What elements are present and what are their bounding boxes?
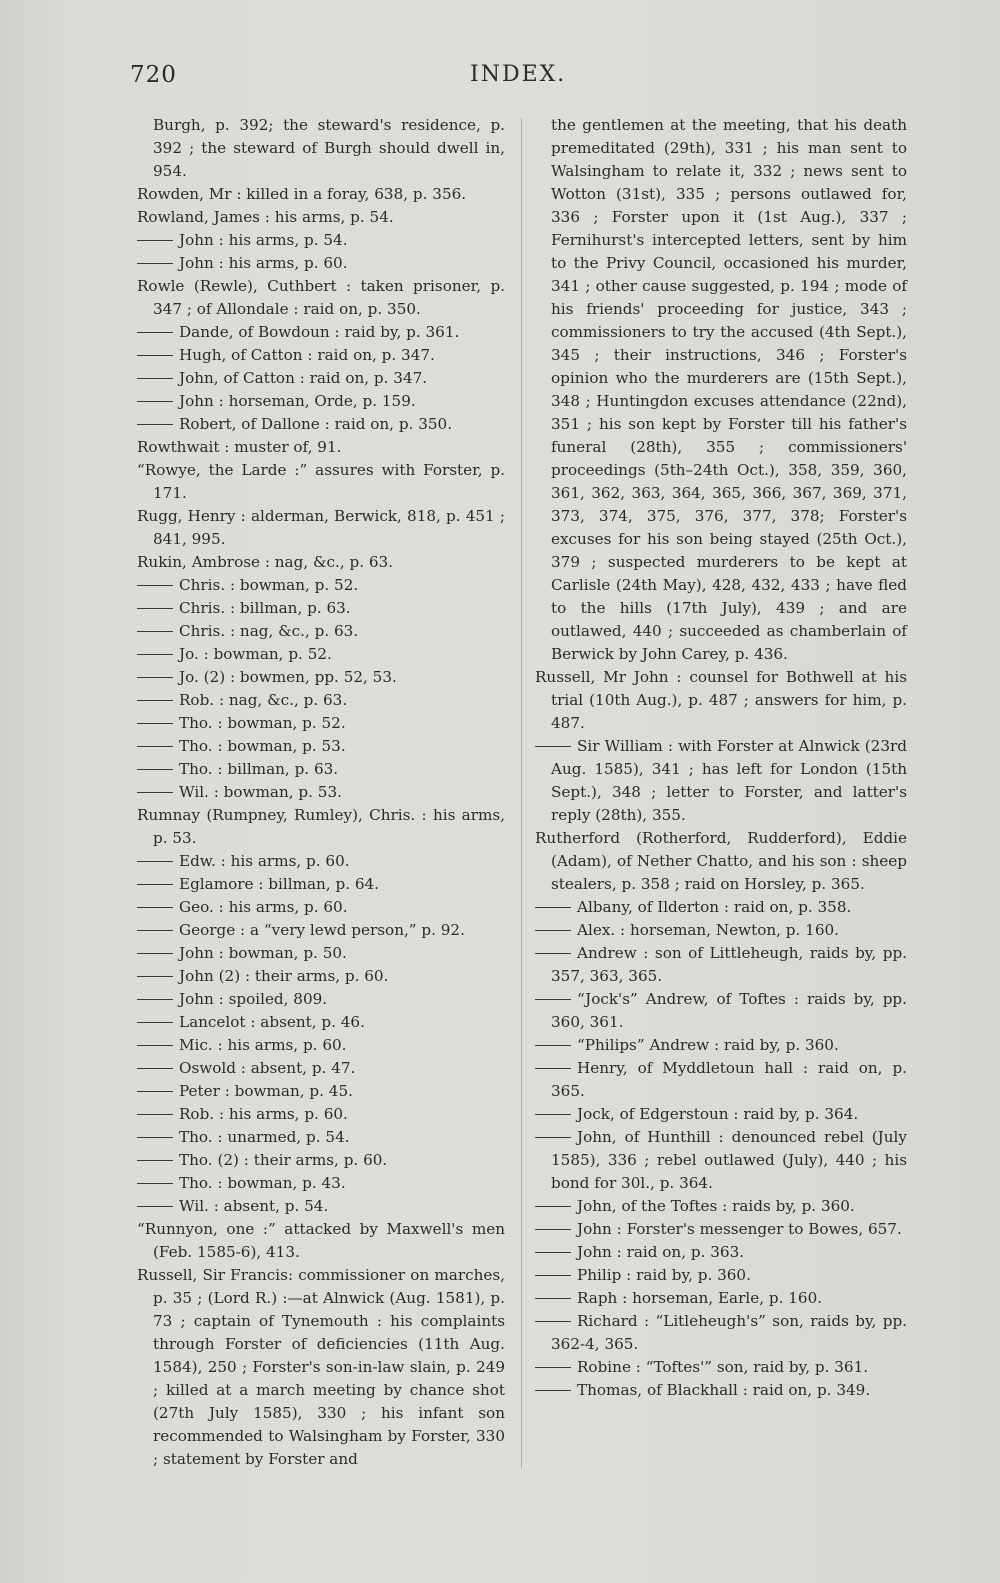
- index-subentry: [137, 735, 505, 758]
- entry-text: John, of Catton : raid on, p. 347.: [179, 369, 428, 387]
- repeat-dash: [137, 976, 173, 977]
- repeat-dash: [137, 907, 173, 908]
- repeat-dash: [137, 769, 173, 770]
- repeat-dash: [137, 263, 173, 264]
- entry-text: “Rowye, the Larde :” assures with Forster, p. 171.: [137, 461, 505, 502]
- index-subentry: [137, 1126, 505, 1149]
- index-subentry: [137, 689, 505, 712]
- entry-text: “Philips” Andrew : raid by, p. 360.: [577, 1036, 839, 1054]
- index-subentry: [535, 1103, 907, 1126]
- index-subentry: [137, 873, 505, 896]
- repeat-dash: [137, 999, 173, 1000]
- index-subentry: [535, 919, 907, 942]
- entry-text: Jock, of Edgerstoun : raid by, p. 364.: [577, 1105, 859, 1123]
- index-subentry: [137, 666, 505, 689]
- column-divider: [521, 118, 522, 1468]
- entry-text: John : raid on, p. 363.: [577, 1243, 745, 1261]
- repeat-dash: [535, 999, 571, 1000]
- index-subentry: [137, 597, 505, 620]
- index-entry: [137, 114, 505, 183]
- entry-text: Robert, of Dallone : raid on, p. 350.: [179, 415, 453, 433]
- repeat-dash: [137, 401, 173, 402]
- entry-text: John : spoiled, 809.: [179, 990, 328, 1008]
- index-subentry: [137, 1195, 505, 1218]
- entry-text: John : his arms, p. 54.: [179, 231, 348, 249]
- entry-text: Henry, of Myddletoun hall : raid on, p. 365.: [551, 1059, 907, 1100]
- entry-text: Rowden, Mr : killed in a foray, 638, p. 356.: [137, 185, 467, 203]
- index-subentry: [535, 896, 907, 919]
- index-subentry: [137, 1057, 505, 1080]
- repeat-dash: [535, 1114, 571, 1115]
- index-subentry: [137, 942, 505, 965]
- index-subentry: [535, 988, 907, 1034]
- repeat-dash: [137, 1160, 173, 1161]
- index-subentry: [535, 1264, 907, 1287]
- entry-text: Russell, Sir Francis: commissioner on marches, p. 35 ; (Lord R.) :—at Alnwick (Aug. 1581), p. 73 ; captain of Tynemouth : his complaints through Forster of deficiencies (11th Aug. 1584), 250 ; Forster's son-in-law slain, p. 249 ; killed at a march meeting by chance shot (27th July 1585), 330 ; his infant son recommended to Walsingham by Forster, 330 ; statement by Forster and: [137, 1266, 505, 1468]
- entry-text: Tho. (2) : their arms, p. 60.: [179, 1151, 388, 1169]
- entry-text: Robine : “Toftes'” son, raid by, p. 361.: [577, 1358, 869, 1376]
- entry-text: Raph : horseman, Earle, p. 160.: [577, 1289, 823, 1307]
- index-subentry: [137, 1149, 505, 1172]
- entry-text: Mic. : his arms, p. 60.: [179, 1036, 347, 1054]
- index-entry: [137, 183, 505, 206]
- repeat-dash: [535, 1275, 571, 1276]
- repeat-dash: [137, 792, 173, 793]
- repeat-dash: [137, 1183, 173, 1184]
- index-entry: [535, 114, 907, 666]
- index-subentry: [535, 1218, 907, 1241]
- index-subentry: [137, 758, 505, 781]
- repeat-dash: [137, 1045, 173, 1046]
- entry-text: Geo. : his arms, p. 60.: [179, 898, 348, 916]
- left-column: [137, 114, 505, 1471]
- repeat-dash: [535, 1252, 571, 1253]
- entry-text: “Runnyon, one :” attacked by Maxwell's men (Feb. 1585-6), 413.: [137, 1220, 505, 1261]
- index-subentry: [535, 1379, 907, 1402]
- repeat-dash: [137, 332, 173, 333]
- index-subentry: [137, 919, 505, 942]
- index-subentry: [137, 1172, 505, 1195]
- repeat-dash: [137, 1022, 173, 1023]
- entry-text: John, of the Toftes : raids by, p. 360.: [577, 1197, 855, 1215]
- repeat-dash: [137, 1137, 173, 1138]
- running-title: INDEX.: [470, 62, 567, 87]
- index-subentry: [137, 390, 505, 413]
- repeat-dash: [535, 1390, 571, 1391]
- repeat-dash: [137, 953, 173, 954]
- entry-text: Thomas, of Blackhall : raid on, p. 349.: [577, 1381, 871, 1399]
- repeat-dash: [535, 1298, 571, 1299]
- index-subentry: [137, 896, 505, 919]
- entry-text: Tho. : bowman, p. 52.: [179, 714, 346, 732]
- index-subentry: [137, 620, 505, 643]
- index-subentry: [137, 643, 505, 666]
- index-subentry: [137, 1011, 505, 1034]
- index-subentry: [137, 344, 505, 367]
- right-column: [535, 114, 907, 1402]
- repeat-dash: [137, 746, 173, 747]
- index-subentry: [137, 229, 505, 252]
- repeat-dash: [535, 907, 571, 908]
- entry-text: Peter : bowman, p. 45.: [179, 1082, 353, 1100]
- index-subentry: [137, 850, 505, 873]
- index-subentry: [535, 1310, 907, 1356]
- repeat-dash: [137, 884, 173, 885]
- entry-text: Rutherford (Rotherford, Rudderford), Eddie (Adam), of Nether Chatto, and his son : sheep stealers, p. 358 ; raid on Horsley, p. 365.: [535, 829, 907, 893]
- entry-text: the gentlemen at the meeting, that his death premeditated (29th), 331 ; his man sent to Walsingham to relate it, 332 ; news sent to Wotton (31st), 335 ; persons outlawed for, 336 ; Forster upon it (1st Aug.), 337 ; Fernihurst's intercepted letters, sent by him to the Privy Council, occasioned his murder, 341 ; other cause suggested, p. 194 ; mode of his friends' proceeding for justice, 343 ; commissioners to try the accused (4th Sept.), 345 ; their instructions, 346 ; Forster's opinion who the murderers are (15th Sept.), 348 ; Huntingdon excuses attendance (22nd), 351 ; his son kept by Forster till his father's funeral (28th), 355 ; commissioners' proceedings (5th–24th Oct.), 358, 359, 360, 361, 362, 363, 364, 365, 366, 367, 369, 371, 373, 374, 375, 376, 377, 378; Forster's excuses for his son being stayed (25th Oct.), 379 ; suspected murderers to be kept at Carlisle (24th May), 428, 432, 433 ; have fled to the hills (17th July), 439 ; and are outlawed, 440 ; succeeded as chamberlain of Berwick by John Carey, p. 436.: [551, 116, 907, 663]
- entry-text: John (2) : their arms, p. 60.: [179, 967, 389, 985]
- index-subentry: [535, 1126, 907, 1195]
- entry-text: Albany, of Ilderton : raid on, p. 358.: [577, 898, 852, 916]
- repeat-dash: [535, 1137, 571, 1138]
- index-subentry: [137, 965, 505, 988]
- index-subentry: [535, 735, 907, 827]
- index-entry: [137, 206, 505, 229]
- repeat-dash: [535, 1229, 571, 1230]
- index-entry: [137, 551, 505, 574]
- entry-text: Rob. : his arms, p. 60.: [179, 1105, 348, 1123]
- index-entry: [137, 459, 505, 505]
- index-subentry: [535, 1241, 907, 1264]
- index-subentry: [137, 574, 505, 597]
- repeat-dash: [137, 723, 173, 724]
- entry-text: Rowle (Rewle), Cuthbert : taken prisoner, p. 347 ; of Allondale : raid on, p. 350.: [137, 277, 505, 318]
- entry-text: Philip : raid by, p. 360.: [577, 1266, 751, 1284]
- index-entry: [137, 275, 505, 321]
- entry-text: Wil. : absent, p. 54.: [179, 1197, 329, 1215]
- entry-text: Wil. : bowman, p. 53.: [179, 783, 342, 801]
- index-entry: [535, 666, 907, 735]
- repeat-dash: [137, 1091, 173, 1092]
- repeat-dash: [535, 1206, 571, 1207]
- index-subentry: [535, 1356, 907, 1379]
- entry-text: John : Forster's messenger to Bowes, 657.: [577, 1220, 902, 1238]
- entry-text: Dande, of Bowdoun : raid by, p. 361.: [179, 323, 460, 341]
- entry-text: Tho. : unarmed, p. 54.: [179, 1128, 350, 1146]
- entry-text: Chris. : billman, p. 63.: [179, 599, 351, 617]
- entry-text: Lancelot : absent, p. 46.: [179, 1013, 365, 1031]
- entry-text: Alex. : horseman, Newton, p. 160.: [577, 921, 839, 939]
- entry-text: Chris. : nag, &c., p. 63.: [179, 622, 359, 640]
- entry-text: Rowthwait : muster of, 91.: [137, 438, 342, 456]
- entry-text: Tho. : bowman, p. 43.: [179, 1174, 346, 1192]
- index-entry: [137, 1264, 505, 1471]
- index-subentry: [137, 781, 505, 804]
- repeat-dash: [137, 930, 173, 931]
- repeat-dash: [137, 861, 173, 862]
- index-subentry: [137, 413, 505, 436]
- repeat-dash: [137, 677, 173, 678]
- repeat-dash: [137, 1068, 173, 1069]
- index-subentry: [137, 321, 505, 344]
- index-entry: [137, 436, 505, 459]
- repeat-dash: [137, 240, 173, 241]
- entry-text: Rob. : nag, &c., p. 63.: [179, 691, 348, 709]
- repeat-dash: [137, 1114, 173, 1115]
- entry-text: Edw. : his arms, p. 60.: [179, 852, 350, 870]
- index-subentry: [137, 1034, 505, 1057]
- repeat-dash: [535, 1367, 571, 1368]
- entry-text: “Jock's” Andrew, of Toftes : raids by, pp. 360, 361.: [551, 990, 907, 1031]
- entry-text: Oswold : absent, p. 47.: [179, 1059, 356, 1077]
- repeat-dash: [535, 1068, 571, 1069]
- index-subentry: [535, 1057, 907, 1103]
- repeat-dash: [137, 1206, 173, 1207]
- index-subentry: [137, 367, 505, 390]
- entry-text: Richard : “Litleheugh's” son, raids by, pp. 362-4, 365.: [551, 1312, 907, 1353]
- index-entry: [137, 804, 505, 850]
- index-subentry: [137, 252, 505, 275]
- repeat-dash: [137, 585, 173, 586]
- entry-text: Rowland, James : his arms, p. 54.: [137, 208, 394, 226]
- entry-text: Jo. : bowman, p. 52.: [179, 645, 332, 663]
- entry-text: John, of Hunthill : denounced rebel (July 1585), 336 ; rebel outlawed (July), 440 ; his bond for 30l., p. 364.: [551, 1128, 907, 1192]
- entry-text: Andrew : son of Littleheugh, raids by, pp. 357, 363, 365.: [551, 944, 907, 985]
- repeat-dash: [535, 953, 571, 954]
- repeat-dash: [535, 1321, 571, 1322]
- index-subentry: [535, 942, 907, 988]
- index-subentry: [535, 1195, 907, 1218]
- repeat-dash: [535, 1045, 571, 1046]
- index-entry: [535, 827, 907, 896]
- repeat-dash: [137, 654, 173, 655]
- entry-text: Tho. : bowman, p. 53.: [179, 737, 346, 755]
- entry-text: John : his arms, p. 60.: [179, 254, 348, 272]
- index-subentry: [535, 1287, 907, 1310]
- page-number: 720: [130, 62, 177, 88]
- entry-text: Russell, Mr John : counsel for Bothwell at his trial (10th Aug.), p. 487 ; answers for him, p. 487.: [535, 668, 907, 732]
- entry-text: Hugh, of Catton : raid on, p. 347.: [179, 346, 435, 364]
- repeat-dash: [137, 608, 173, 609]
- repeat-dash: [535, 930, 571, 931]
- entry-text: Rumnay (Rumpney, Rumley), Chris. : his arms, p. 53.: [137, 806, 505, 847]
- index-entry: [137, 1218, 505, 1264]
- index-subentry: [137, 1080, 505, 1103]
- entry-text: Rugg, Henry : alderman, Berwick, 818, p. 451 ; 841, 995.: [137, 507, 505, 548]
- index-subentry: [137, 988, 505, 1011]
- repeat-dash: [137, 355, 173, 356]
- repeat-dash: [137, 700, 173, 701]
- entry-text: George : a “very lewd person,” p. 92.: [179, 921, 465, 939]
- entry-text: Chris. : bowman, p. 52.: [179, 576, 359, 594]
- page-header: [0, 62, 1000, 98]
- index-subentry: [535, 1034, 907, 1057]
- entry-text: Sir William : with Forster at Alnwick (23rd Aug. 1585), 341 ; has left for London (15th Sept.), 348 ; letter to Forster, and latter's reply (28th), 355.: [551, 737, 907, 824]
- repeat-dash: [137, 631, 173, 632]
- entry-text: Eglamore : billman, p. 64.: [179, 875, 380, 893]
- entry-text: Tho. : billman, p. 63.: [179, 760, 339, 778]
- index-subentry: [137, 1103, 505, 1126]
- entry-text: Jo. (2) : bowmen, pp. 52, 53.: [179, 668, 397, 686]
- repeat-dash: [535, 746, 571, 747]
- entry-text: John : bowman, p. 50.: [179, 944, 347, 962]
- entry-text: Burgh, p. 392; the steward's residence, p. 392 ; the steward of Burgh should dwell in, 954.: [153, 116, 505, 180]
- index-subentry: [137, 712, 505, 735]
- repeat-dash: [137, 378, 173, 379]
- entry-text: John : horseman, Orde, p. 159.: [179, 392, 416, 410]
- repeat-dash: [137, 424, 173, 425]
- entry-text: Rukin, Ambrose : nag, &c., p. 63.: [137, 553, 394, 571]
- index-entry: [137, 505, 505, 551]
